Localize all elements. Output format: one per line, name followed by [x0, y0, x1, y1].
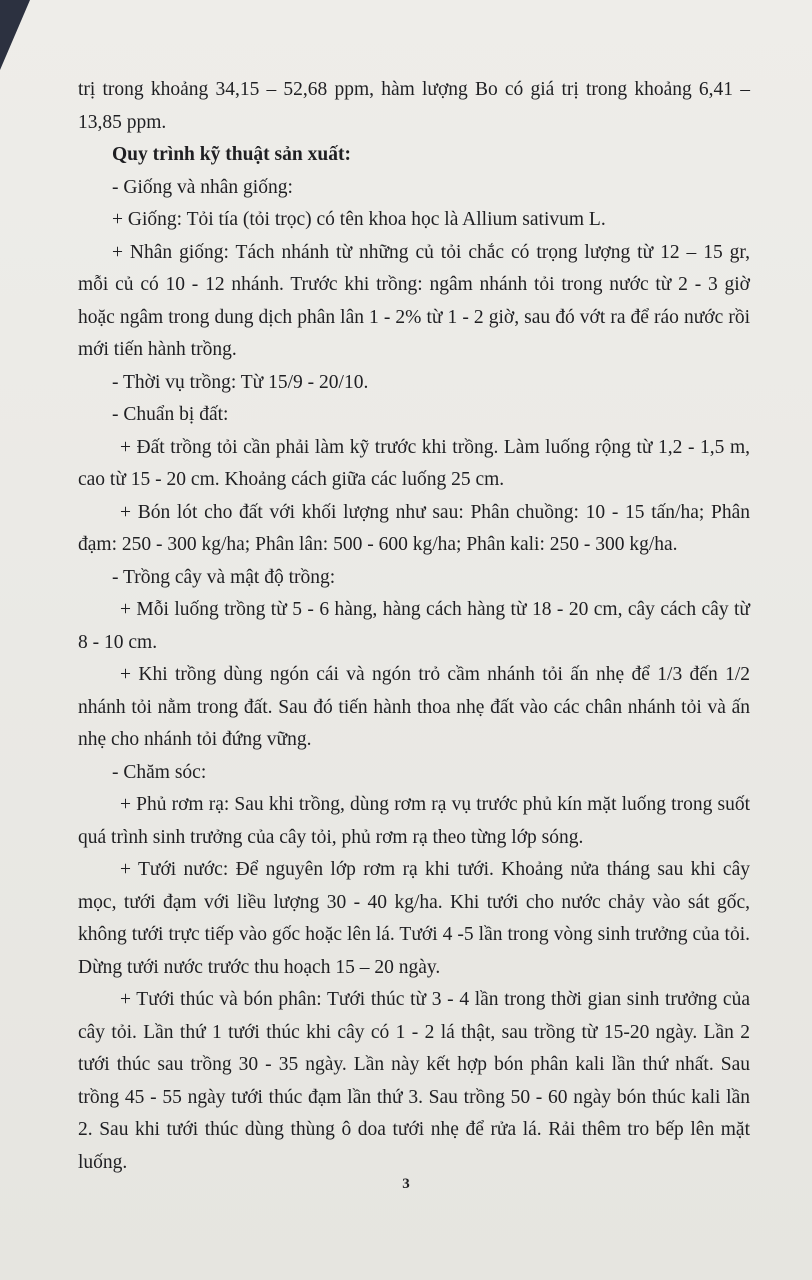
item-propagation: + Nhân giống: Tách nhánh từ những củ tỏi chắc có trọng lượng từ 12 – 15 gr, mỗi củ có 10 - 12 nhánh. Trước khi trồng: ngâm nhánh tỏi trong nước từ 2 - 3 giờ hoặc ngâm trong dung dịch phân lân 1 - 2% từ 1 - 2 giờ, sau đó vớt ra để ráo nước rồi mới tiến hành trồng. — [78, 241, 750, 360]
item-planting-method: + Khi trồng dùng ngón cái và ngón trỏ cầm nhánh tỏi ấn nhẹ để 1/3 đến 1/2 nhánh tỏi nằm trong đất. Sau đó tiến hành thoa nhẹ đất vào các chân nhánh tỏi và ấn nhẹ cho nhánh tỏi đứng vững. — [78, 664, 750, 750]
background-corner — [0, 0, 30, 70]
item-soil-prep: - Chuẩn bị đất: — [112, 404, 229, 425]
item-top-dressing: + Tưới thúc và bón phân: Tưới thúc từ 3 - 4 lần trong thời gian sinh trưởng của cây tỏi. Lần thứ 1 tưới thúc khi cây có 1 - 2 lá thật, sau trồng từ 15-20 ngày. Lần 2 tưới thúc sau trồng 30 - 35 ngày. Lần này kết hợp bón phân kali lần thứ nhất. Sau trồng 45 - 55 ngày tưới thúc đạm lần thứ 3. Sau trồng 50 - 60 ngày bón thúc kali lần 2. Sau khi tưới thúc dùng thùng ô doa tưới nhẹ để rửa lá. Rải thêm tro bếp lên mặt luống. — [78, 989, 750, 1173]
item-variety: + Giống: Tỏi tía (tỏi trọc) có tên khoa học là Allium sativum L. — [112, 209, 606, 230]
page-number: 3 — [402, 1176, 410, 1192]
item-rows: + Mỗi luống trồng từ 5 - 6 hàng, hàng cách hàng từ 18 - 20 cm, cây cách cây từ 8 - 10 cm. — [78, 599, 750, 653]
item-planting-density: - Trồng cây và mật độ trồng: — [112, 566, 336, 588]
paragraph-bo-content: trị trong khoảng 34,15 – 52,68 ppm, hàm lượng Bo có giá trị trong khoảng 6,41 – 13,85 ppm. — [78, 79, 750, 133]
item-soil-beds: + Đất trồng tỏi cần phải làm kỹ trước khi trồng. Làm luống rộng từ 1,2 - 1,5 m, cao từ 15 - 20 cm. Khoảng cách giữa các luống 25 cm. — [78, 436, 750, 490]
item-planting-season: - Thời vụ trồng: Từ 15/9 - 20/10. — [112, 371, 369, 393]
item-care: - Chăm sóc: — [112, 761, 207, 783]
section-heading: Quy trình kỹ thuật sản xuất: — [112, 144, 351, 165]
item-mulching: + Phủ rơm rạ: Sau khi trồng, dùng rơm rạ vụ trước phủ kín mặt luống trong suốt quá trình sinh trưởng của cây tỏi, phủ rơm rạ theo từng lớp sóng. — [78, 794, 750, 848]
item-base-fertilizer: + Bón lót cho đất với khối lượng như sau: Phân chuồng: 10 - 15 tấn/ha; Phân đạm: 250 - 300 kg/ha; Phân lân: 500 - 600 kg/ha; Phân kali: 250 - 300 kg/ha. — [78, 501, 750, 555]
body-text — [78, 74, 750, 1179]
item-watering: + Tưới nước: Để nguyên lớp rơm rạ khi tưới. Khoảng nửa tháng sau khi cây mọc, tưới đạm với liều lượng 30 - 40 kg/ha. Khi tưới cho nước chảy vào sát gốc, không tưới trực tiếp vào gốc hoặc lên lá. Tưới 4 -5 lần trong vòng sinh trưởng của tỏi. Dừng tưới nước trước thu hoạch 15 – 20 ngày. — [78, 859, 750, 978]
item-seed-propagation: - Giống và nhân giống: — [112, 176, 293, 198]
